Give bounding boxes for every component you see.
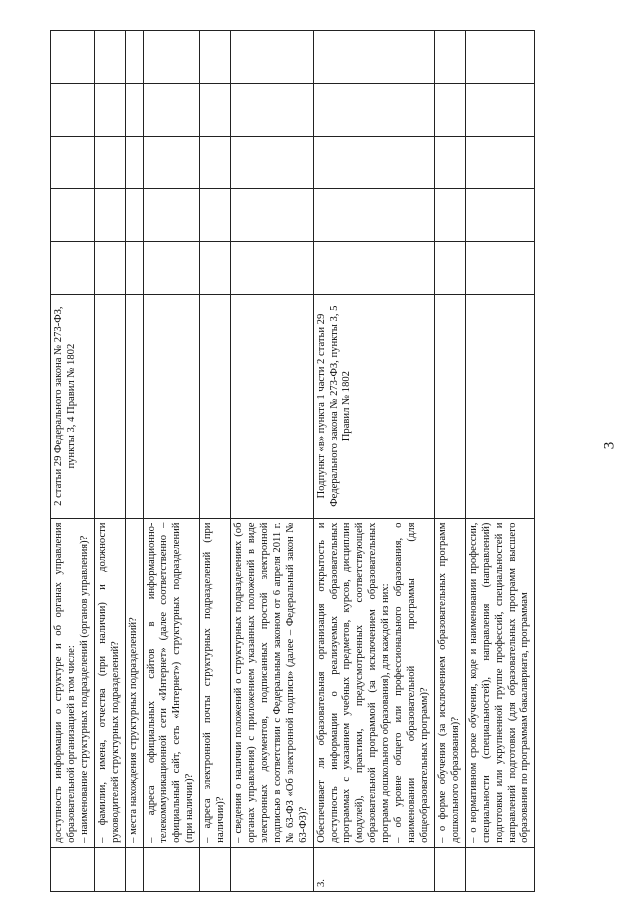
answer-cell [125,31,143,84]
answer-cell [313,136,434,189]
answer-cell [200,242,231,295]
answer-cell [465,136,535,189]
answer-cell [313,189,434,242]
answer-cell [465,242,535,295]
answer-cell [94,136,125,189]
answer-cell [231,136,314,189]
requirement-cell [313,518,434,847]
requirement-text: – адреса электронной почты структурных подразделений (при наличии)? [202,522,227,843]
table-row [231,31,314,892]
answer-cell [51,31,95,84]
table-row [125,31,143,892]
answer-cell [231,83,314,136]
answer-cell [465,83,535,136]
row-number [143,847,200,891]
answer-cell [465,31,535,84]
answer-cell [313,31,434,84]
answer-cell [125,83,143,136]
answer-cell [200,189,231,242]
row-number [434,847,465,891]
answer-cell [51,136,95,189]
requirement-text: – фамилии, имена, отчества (при наличии) и должности руководителей структурных подразделений? [96,522,121,843]
requirement-cell [143,518,200,847]
answer-cell [200,31,231,84]
answer-cell [434,136,465,189]
answer-cell [200,136,231,189]
row-number [94,847,125,891]
answer-cell [94,83,125,136]
requirement-text: – адреса официальных сайтов в информационно-телекоммуникационной сети «Интернет» (далее соответственно – официальный сайт, сеть «Интернет») структурных подразделений (при наличии)? [145,522,196,843]
requirement-cell [200,518,231,847]
requirement-text: доступность информации о структуре и об органах управления образовательной организацией в том числе: [53,522,77,843]
row-number [200,847,231,891]
answer-cell [434,31,465,84]
requirement-text: – места нахождения структурных подразделений? [127,617,139,843]
answer-cell [231,242,314,295]
answer-cell [143,31,200,84]
row-number: 3. [313,847,434,891]
requirement-cell [434,518,465,847]
answer-cell [143,242,200,295]
table-row [51,31,95,892]
table-row [465,31,535,892]
answer-cell [143,136,200,189]
legal-reference-cell [143,294,200,518]
answer-cell [94,31,125,84]
answer-cell [51,83,95,136]
legal-reference-cell [200,294,231,518]
answer-cell [465,189,535,242]
requirement-text: – о форме обучения (за исключением образовательных программ дошкольного образования)? [436,522,461,843]
table-row [143,31,200,892]
answer-cell [313,83,434,136]
legal-reference-cell: 2 статьи 29 Федерального закона № 273-ФЗ, пункты 3, 4 Правил № 1802 [51,294,95,518]
requirement-cell [465,518,535,847]
requirement-text: – об уровне общего или профессионального образования, о наименовании образовательной программы (для общеобразовательных программ)? [393,522,430,843]
checklist-table-rotated [50,30,594,892]
answer-cell [231,189,314,242]
table-body [51,31,535,892]
answer-cell [51,242,95,295]
answer-cell [434,189,465,242]
legal-reference-cell [94,294,125,518]
row-number [231,847,314,891]
answer-cell [434,83,465,136]
answer-cell [125,242,143,295]
answer-cell [125,136,143,189]
legal-reference-cell [231,294,314,518]
legal-reference-cell [125,294,143,518]
requirement-text: – сведения о наличии положений о структурных подразделениях (об органах управления) с приложением указанных положений в виде электронных документов, подписанных простой электронной подписью в соответствии с Федеральным законом от 6 апреля 2011 г. № 63-ФЗ «Об электронной подписи» (далее – Федеральный закон № 63-ФЗ)? [233,522,309,843]
legal-reference-cell [465,294,535,518]
row-number [51,847,95,891]
table-row [434,31,465,892]
answer-cell [51,189,95,242]
row-number [125,847,143,891]
table-row [313,31,434,892]
answer-cell [94,189,125,242]
requirement-text: – наименование структурных подразделений (органов управления)? [78,535,90,843]
checklist-table [50,30,535,892]
requirement-cell [125,518,143,847]
requirement-cell [231,518,314,847]
answer-cell [143,189,200,242]
page-number: 3 [601,441,618,450]
answer-cell [434,242,465,295]
answer-cell [231,31,314,84]
requirement-cell [94,518,125,847]
requirement-cell [51,518,95,847]
requirement-text: – о нормативном сроке обучения, коде и наименовании профессии, специальности (специальностей), направления (направлений) подготовки или укрупненной группе профессий, специальностей и направлений подготовки (для образовательных программ высшего образования по программам бакалавриата, программам [467,522,531,843]
answer-cell [125,189,143,242]
answer-cell [200,83,231,136]
legal-reference-cell [434,294,465,518]
answer-cell [143,83,200,136]
table-row [94,31,125,892]
row-number [465,847,535,891]
requirement-text: Обеспечивает ли образовательная организация открытость и доступность информации о реализуемых образовательных программах с указанием учебных предметов, курсов, дисциплин (модулей), практики, предусмотренных соответствующей образовательной программой (за исключением образовательных программ дошкольного образования), для каждой из них: [315,522,392,843]
answer-cell [94,242,125,295]
answer-cell [313,242,434,295]
legal-reference-cell: Подпункт «в» пункта 1 части 2 статьи 29 Федерального закона № 273-ФЗ, пункты 3, 5 Правил № 1802 [313,294,434,518]
table-row [200,31,231,892]
